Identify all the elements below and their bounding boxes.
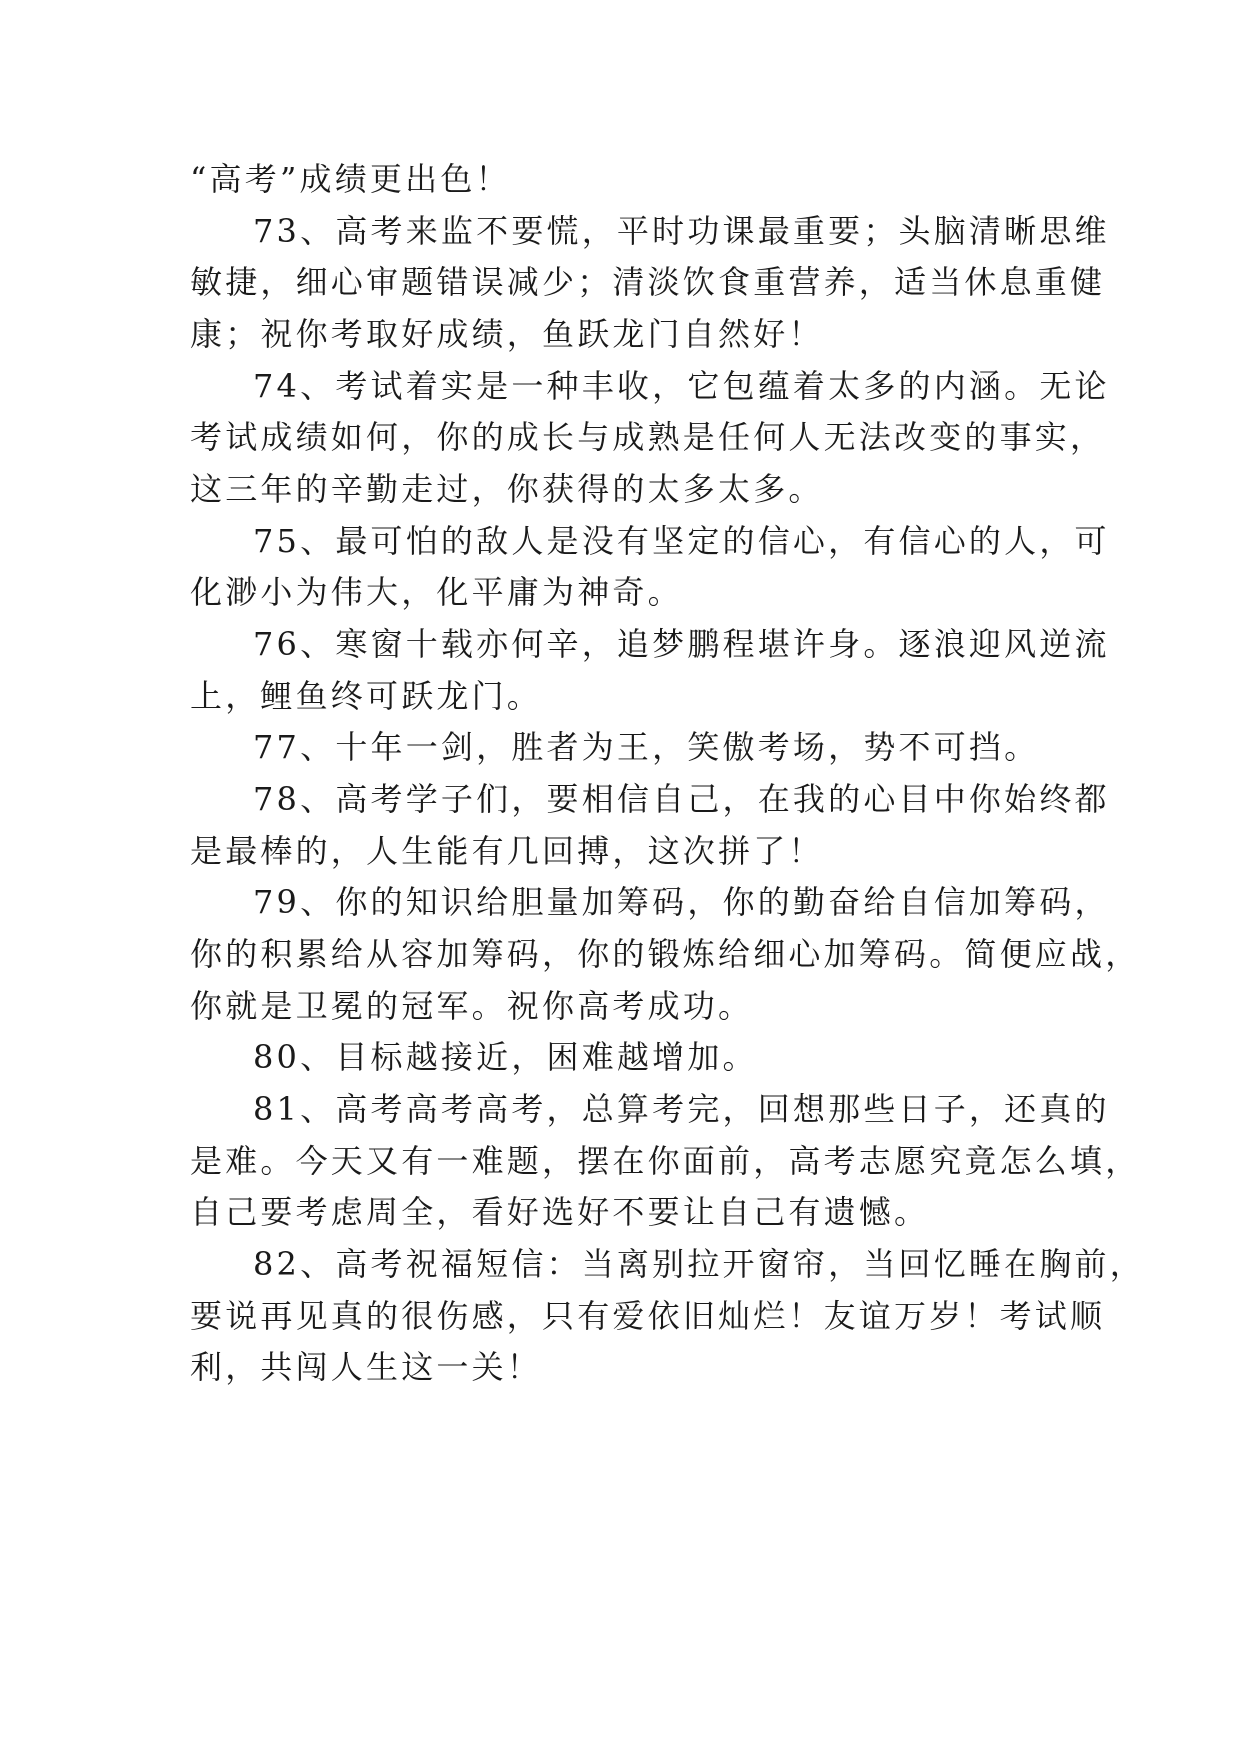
text-line: 是难。今天又有一难题，摆在你面前，高考志愿究竟怎么填， xyxy=(190,1142,1141,1180)
text-line: 利，共闯人生这一关！ xyxy=(190,1348,543,1386)
text-line: 敏捷，细心审题错误减少；清淡饮食重营养，适当休息重健 xyxy=(190,263,1106,301)
text-line: 考试成绩如何，你的成长与成熟是任何人无法改变的事实， xyxy=(190,418,1106,456)
text-line: 是最棒的，人生能有几回搏，这次拼了！ xyxy=(190,832,824,870)
text-line: 78、高考学子们，要相信自己，在我的心目中你始终都 xyxy=(253,780,1110,818)
text-line: 74、考试着实是一种丰收，它包蕴着太多的内涵。无论 xyxy=(253,367,1110,405)
text-line: 75、最可怕的敌人是没有坚定的信心，有信心的人，可 xyxy=(253,522,1110,560)
text-line: 这三年的辛勤走过，你获得的太多太多。 xyxy=(190,470,824,508)
text-line: “高考”成绩更出色！ xyxy=(190,160,511,198)
text-line: 81、高考高考高考，总算考完，回想那些日子，还真的 xyxy=(253,1090,1110,1128)
text-line: 79、你的知识给胆量加筹码，你的勤奋给自信加筹码， xyxy=(253,883,1110,921)
text-line: 82、高考祝福短信：当离别拉开窗帘，当回忆睡在胸前， xyxy=(253,1245,1145,1283)
text-line: 你就是卫冕的冠军。祝你高考成功。 xyxy=(190,987,754,1025)
text-line: 77、十年一剑，胜者为王，笑傲考场，势不可挡。 xyxy=(253,728,1040,766)
text-line: 上，鲤鱼终可跃龙门。 xyxy=(190,677,543,715)
text-line: 你的积累给从容加筹码，你的锻炼给细心加筹码。简便应战， xyxy=(190,935,1141,973)
text-line: 自己要考虑周全，看好选好不要让自己有遗憾。 xyxy=(190,1193,930,1231)
text-line: 化渺小为伟大，化平庸为神奇。 xyxy=(190,573,683,611)
text-line: 康；祝你考取好成绩，鱼跃龙门自然好！ xyxy=(190,315,824,353)
text-line: 73、高考来监不要慌，平时功课最重要；头脑清晰思维 xyxy=(253,212,1110,250)
text-line: 80、目标越接近，困难越增加。 xyxy=(253,1038,758,1076)
text-line: 要说再见真的很伤感，只有爱依旧灿烂！友谊万岁！考试顺 xyxy=(190,1297,1106,1335)
document-page xyxy=(190,157,1145,1597)
text-line: 76、寒窗十载亦何辛，追梦鹏程堪许身。逐浪迎风逆流 xyxy=(253,625,1110,663)
